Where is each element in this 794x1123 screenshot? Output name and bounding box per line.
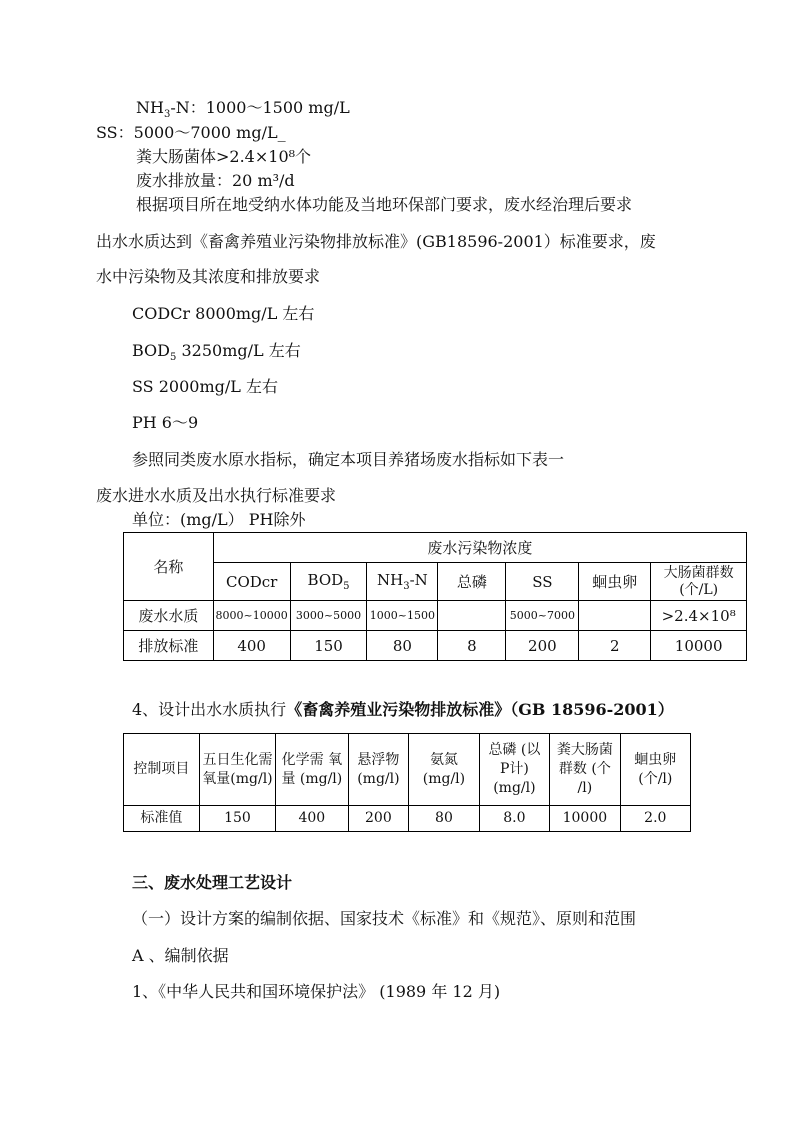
table-col-header: $NH_3-N$: [367, 563, 438, 601]
table-col-header: CODcr: [213, 563, 290, 601]
table-col-header: 总磷: [438, 563, 506, 601]
ph-line: PH 6～9: [132, 413, 199, 432]
nh3-value: 1000～1500 mg/L: [205, 98, 350, 117]
table-header: 悬浮物 (mg/l): [348, 734, 409, 806]
table-cell: 400: [276, 806, 348, 832]
subsection-heading: （一）设计方案的编制依据、国家技术《标准》和《规范》、原则和范围: [132, 909, 637, 928]
table-row: [124, 601, 747, 631]
table-cell: >2.4×10⁸: [651, 601, 747, 631]
table-cell: 2.0: [620, 806, 690, 832]
row-label: 排放标准: [124, 631, 214, 661]
paragraph-line: 参照同类废水原水指标，确定本项目养猪场废水指标如下表一: [132, 450, 565, 469]
codcr-line: CODCr 8000mg/L 左右: [132, 304, 315, 323]
row-label: 废水水质: [124, 601, 214, 631]
table-col-header: 蛔虫卵: [579, 563, 651, 601]
table-header: 化学需 氧 量 (mg/l): [276, 734, 348, 806]
table-cell: 8000~10000: [213, 601, 290, 631]
table-header-name: 名称: [124, 533, 214, 601]
table-cell: 8.0: [479, 806, 549, 832]
table-group-header: 废水污染物浓度: [213, 533, 746, 563]
table-cell: 10000: [651, 631, 747, 661]
table-cell: 150: [290, 631, 367, 661]
section4-prefix: 4、设计出水水质执行: [132, 700, 287, 719]
paragraph-line: 出水水质达到《畜禽养殖业污染物排放标准》(GB18596-2001）标准要求，废: [96, 232, 656, 251]
table-cell: 8: [438, 631, 506, 661]
bod-value: 3250mg/L 左右: [181, 341, 301, 360]
table-header: 氨氮 (mg/l): [409, 734, 479, 806]
table-cell: [579, 601, 651, 631]
table-col-header: $BOD_5$: [290, 563, 367, 601]
table-col-header: 大肠菌群数 (个/L): [651, 563, 747, 601]
table-cell: 2: [579, 631, 651, 661]
nh3-line: $NH_3-N$：1000～1500 mg/L: [136, 98, 350, 121]
table-pollutant-concentration: [123, 532, 747, 661]
bod-line: $BOD_5$ 3250mg/L 左右: [132, 341, 301, 364]
table-header: 总磷 (以 P计) (mg/l): [479, 734, 549, 806]
paragraph-line: 废水进水水质及出水执行标准要求: [96, 486, 337, 505]
discharge-line: 废水排放量：20 m³/d: [136, 171, 295, 190]
table-row: [124, 806, 691, 832]
unit-line: 单位：(mg/L） PH除外: [132, 510, 306, 529]
ss2-line: SS 2000mg/L 左右: [132, 377, 278, 396]
table-cell: 1000~1500: [367, 601, 438, 631]
table-cell: 150: [199, 806, 275, 832]
paragraph-line: 水中污染物及其浓度和排放要求: [96, 267, 321, 286]
table-discharge-standard: [123, 733, 691, 832]
ss-line: SS：5000～7000 mg/L_: [96, 123, 286, 142]
table-header: 五日生化需 氧量(mg/l): [199, 734, 275, 806]
table-header: 粪大肠菌 群数 (个 /l): [550, 734, 621, 806]
table-header: 控制项目: [124, 734, 200, 806]
section4-standard: 《畜禽养殖业污染物排放标准》: [286, 700, 511, 719]
subsection-a: A 、编制依据: [132, 946, 229, 965]
table-cell: 3000~5000: [290, 601, 367, 631]
table-row: [124, 631, 747, 661]
table-header: 蛔虫卵 (个/l): [620, 734, 690, 806]
table-cell: 200: [506, 631, 579, 661]
fecal-line: 粪大肠菌体>2.4×10⁸个: [136, 147, 312, 166]
table-cell: 200: [348, 806, 409, 832]
section4-code: （GB 18596-2001）: [510, 700, 674, 719]
table-cell: 400: [213, 631, 290, 661]
table-cell: [438, 601, 506, 631]
section4-heading: [132, 700, 674, 720]
row-label: 标准值: [124, 806, 200, 832]
table-cell: 5000~7000: [506, 601, 579, 631]
table-cell: 10000: [550, 806, 621, 832]
table-col-header: SS: [506, 563, 579, 601]
table-cell: 80: [367, 631, 438, 661]
table-cell: 80: [409, 806, 479, 832]
section3-heading: 三、废水处理工艺设计: [132, 873, 293, 892]
paragraph-line: 根据项目所在地受纳水体功能及当地环保部门要求，废水经治理后要求: [136, 195, 633, 214]
law-item: 1、《中华人民共和国环境保护法》 (1989 年 12 月): [132, 982, 501, 1001]
